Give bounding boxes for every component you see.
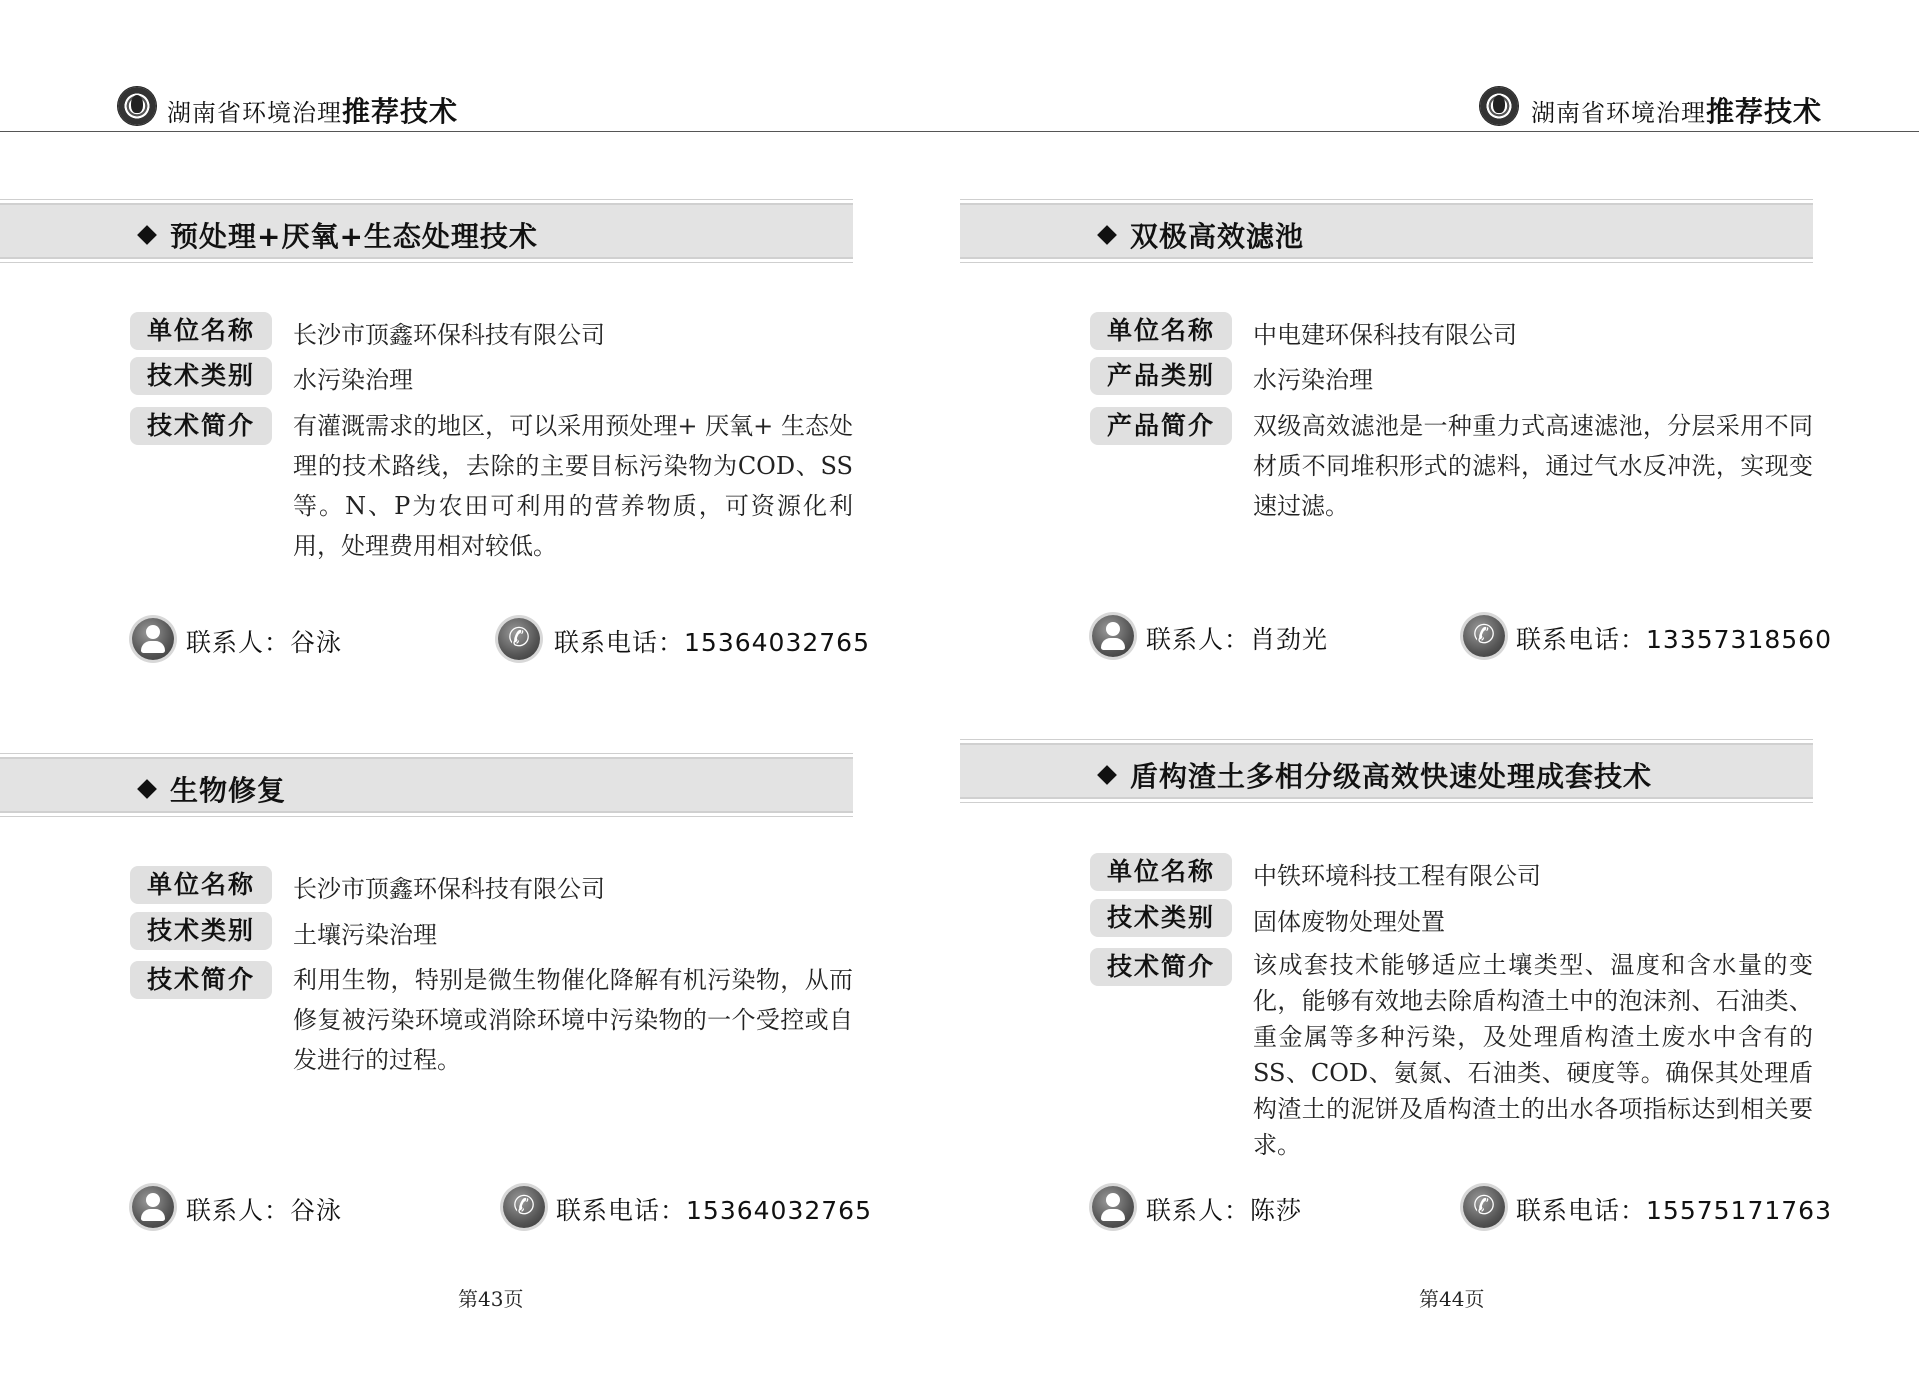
field-value: 固体废物处理处置: [1253, 908, 1445, 936]
phone-icon: [498, 618, 540, 660]
field-value: 中铁环境科技工程有限公司: [1253, 862, 1541, 890]
phone-label: 联系电话：: [556, 1196, 687, 1225]
field-label: 技术简介: [1090, 948, 1232, 986]
section-title: [1100, 215, 1304, 255]
description-text: 双级高效滤池是一种重力式高速滤池，分层采用不同材质不同堆积形式的滤料，通过气水反冲洗，实现变速过滤。: [1253, 412, 1813, 520]
contact-phone: [1516, 620, 1832, 656]
phone-label: 联系电话：: [554, 628, 685, 657]
field-label: 单位名称: [130, 312, 272, 350]
header-title-main: 湖南省环境治理: [167, 99, 342, 127]
description-text: 有灌溉需求的地区，可以采用预处理+ 厌氧+ 生态处理的技术路线，去除的主要目标污染物为COD、SS 等。N、P为农田可利用的营养物质，可资源化利用，处理费用相对较低。: [293, 412, 853, 560]
contact-name: 谷泳: [290, 1196, 343, 1225]
contact-person: [186, 1191, 342, 1227]
person-icon: [1092, 615, 1134, 657]
person-icon: [1092, 1186, 1134, 1228]
contact-phone: [1516, 1191, 1832, 1227]
phone-number: 15364032765: [684, 628, 870, 657]
field-label: 技术类别: [130, 912, 272, 950]
diamond-bullet-icon: [137, 779, 157, 799]
section-title: [1100, 755, 1652, 795]
field-label: 技术简介: [130, 407, 272, 445]
contact-name: 肖劲光: [1250, 625, 1329, 654]
field-label: 单位名称: [130, 866, 272, 904]
phone-icon: [1463, 1186, 1505, 1228]
field-label: 单位名称: [1090, 312, 1232, 350]
diamond-bullet-icon: [137, 225, 157, 245]
field-value: 水污染治理: [1253, 366, 1373, 394]
field-value: 长沙市顶鑫环保科技有限公司: [293, 875, 605, 903]
phone-number: 15575171763: [1646, 1196, 1832, 1225]
person-icon: [132, 1186, 174, 1228]
section-title-text: 盾构渣土多相分级高效快速处理成套技术: [1130, 760, 1653, 793]
contact-label: 联系人：: [186, 1196, 291, 1225]
person-icon: [132, 618, 174, 660]
contact-person: [1146, 620, 1328, 656]
logo-icon: [1480, 87, 1518, 125]
section-title: [140, 215, 538, 255]
header-title-emphasis: 推荐技术: [342, 95, 459, 128]
section-title-text: 预处理+厌氧+生态处理技术: [170, 220, 538, 253]
header-title-emphasis: 推荐技术: [1706, 95, 1823, 128]
section-bar: [0, 203, 853, 259]
phone-number: 15364032765: [686, 1196, 872, 1225]
contact-label: 联系人：: [1146, 1196, 1251, 1225]
field-label: 技术类别: [1090, 899, 1232, 937]
field-label: 技术简介: [130, 961, 272, 999]
contact-label: 联系人：: [1146, 625, 1251, 654]
contact-name: 陈莎: [1250, 1196, 1303, 1225]
phone-number: 13357318560: [1646, 625, 1832, 654]
contact-person: [1146, 1191, 1302, 1227]
section-title-text: 双极高效滤池: [1130, 220, 1305, 253]
field-label: 产品简介: [1090, 407, 1232, 445]
diamond-bullet-icon: [1097, 225, 1117, 245]
section-title-text: 生物修复: [170, 774, 287, 807]
description-text: 利用生物，特别是微生物催化降解有机污染物，从而修复被污染环境或消除环境中污染物的一个受控或自发进行的过程。: [293, 966, 853, 1074]
header-title: [1531, 90, 1822, 130]
contact-phone: [554, 623, 870, 659]
section-bar: [0, 757, 853, 813]
phone-icon: [503, 1186, 545, 1228]
field-value: 水污染治理: [293, 366, 413, 394]
contact-person: [186, 623, 342, 659]
header-title-main: 湖南省环境治理: [1531, 99, 1706, 127]
contact-label: 联系人：: [186, 628, 291, 657]
field-value: 中电建环保科技有限公司: [1253, 321, 1517, 349]
field-label: 单位名称: [1090, 853, 1232, 891]
page-number: 第43页: [458, 1287, 524, 1311]
phone-icon: [1463, 615, 1505, 657]
section-title: [140, 769, 286, 809]
field-value: 土壤污染治理: [293, 921, 437, 949]
header-title: [167, 90, 458, 130]
field-value: 长沙市顶鑫环保科技有限公司: [293, 321, 605, 349]
contact-name: 谷泳: [290, 628, 343, 657]
page-number: 第44页: [1419, 1287, 1485, 1311]
phone-label: 联系电话：: [1516, 625, 1647, 654]
page-43: [0, 0, 959, 1382]
phone-label: 联系电话：: [1516, 1196, 1647, 1225]
page-44: [960, 0, 1919, 1382]
diamond-bullet-icon: [1097, 765, 1117, 785]
contact-phone: [556, 1191, 872, 1227]
section-bar: [960, 743, 1813, 799]
field-label: 产品类别: [1090, 357, 1232, 395]
field-label: 技术类别: [130, 357, 272, 395]
description-text: 该成套技术能够适应土壤类型、温度和含水量的变化，能够有效地去除盾构渣土中的泡沫剂、石油类、重金属等多种污染，及处理盾构渣土废水中含有的SS、COD、氨氮、石油类、硬度等。确保其处理盾构渣土的泥饼及盾构渣土的出水各项指标达到相关要求。: [1253, 951, 1813, 1159]
logo-icon: [118, 87, 156, 125]
section-bar: [960, 203, 1813, 259]
